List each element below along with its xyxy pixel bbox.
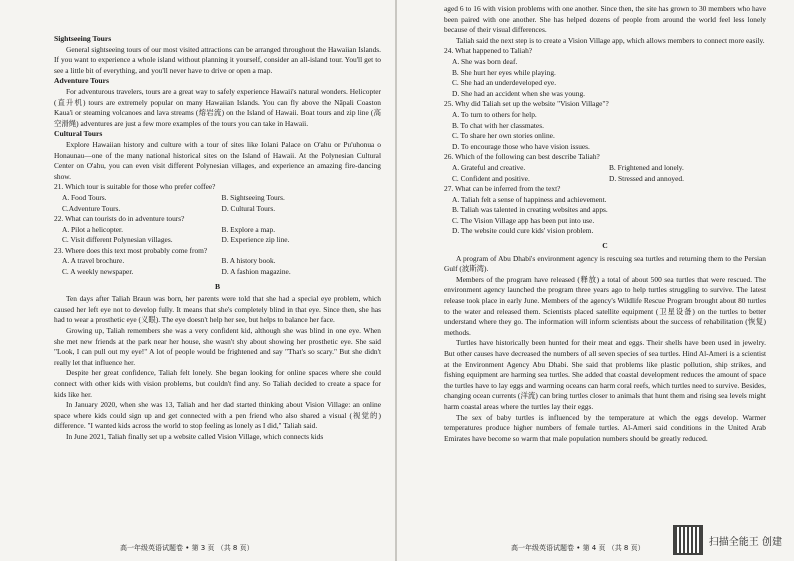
q23-option-c: C. A weekly newspaper. [62,267,134,277]
question-25: 25. Why did Taliah set up the website "Vision Village"? [444,99,609,109]
q21-option-d: D. Cultural Tours. [221,203,276,213]
sightseeing-heading: Sightseeing Tours [54,34,112,43]
q23-options-row1 [62,256,381,267]
q27-option-d: D. The website could cure kids' vision problem. [452,226,594,236]
q21-option-c: C.Adventure Tours. [62,203,121,213]
q22-option-b: B. Explore a map. [221,224,276,234]
q27-option-a: A. Taliah felt a sense of happiness and achievement. [452,194,607,204]
cultural-paragraph: Explore Hawaiian history and culture with a tour of sites like Iolani Palace on O'ahu or Pu'uhonua o Honaunau—one of the many national historical sites on the Island of Hawaii. At the Polynesian Cultural Center on O'ahu, you can even visit different Polynesian villages, and experience an amazing fire-dancing show. [54,139,381,181]
q21-options-row2 [62,204,381,215]
q24-option-a: A. She was born deaf. [452,56,518,66]
passage-b-paragraph-4: In January 2020, when she was 13, Taliah and her dad started thinking about Vision Village: an online space where kids could sign up and get connected with a pen friend who also shared a visual (视觉的) difference. "I wanted kids across the world to stop feeling as lonely as I did," Taliah said. [54,400,381,431]
q26-option-b: B. Frightened and lonely. [609,162,684,172]
adventure-paragraph: For adventurous travelers, tours are a great way to safely experience Hawaii's natural wonders. Helicopter (直升机) tours are extremely popular on many Hawaiian Islands. You can fly above the Nāpali Coaston Kaua'i or steaming volcanoes and lava streams (熔岩流) on the Island of Hawaii. Boat tours and zip line (高空滑绳) adventures are just a few more examples of the tours you can take in Hawaii. [54,86,381,128]
page-footer-left: 高一年级英语试题卷 • 第 3 页 （共 8 页） [120,544,254,552]
question-21: 21. Which tour is suitable for those who prefer coffee? [54,182,216,192]
q25-option-d: D. To encourage those who have vision issues. [452,141,590,151]
q27-option-b: B. Taliah was talented in creating websites and apps. [452,205,608,215]
passage-b-continuation: aged 6 to 16 with vision problems with one another. Since then, the site has grown to 30 members who have been paired with one another. She has helped dozens of people from around the world feel less lonely because of their visual differences. [444,4,766,35]
q26-option-a: A. Grateful and creative. [452,162,526,172]
scanner-watermark [673,525,782,555]
q22-options-row2 [62,235,381,246]
q24-option-b: B. She hurt her eyes while playing. [452,67,556,77]
passage-b-paragraph-2: Growing up, Taliah remembers she was a very confident kid, although she was blind in one eye. When she met new friends at the park near her house, she wasn't shy about showing her prosthetic eye. She said "Look, I can pull out my eye!" A lot of people would be frightened and say "That's so scary." But she didn't really let that influence her. [54,326,381,367]
q25-option-c: C. To share her own stories online. [452,131,555,141]
q26-option-d: D. Stressed and annoyed. [609,173,684,183]
passage-b-paragraph-1: Ten days after Taliah Braun was born, her parents were told that she had a special eye problem, which caused her left eye not to develop fully. It means that she's completely blind in that eye. Since then, she has had to wear a prosthetic eye (义眼). The eye doesn't help her see, but helps to balance her face. [54,294,381,325]
q23-option-a: A. A travel brochure. [62,256,125,266]
passage-c-paragraph-1: A program of Abu Dhabi's environment agency is rescuing sea turtles and returning them to the Persian Gulf (波斯湾). [444,253,766,274]
passage-c-paragraph-3: Turtles have historically been hunted for their meat and eggs. Their shells have been used in jewelry. But other causes have decreased the numbers of all seven species of sea turtles. Hind Al-Ameri is a scientist at the Environment Agency Abu Dhabi. She said that problems like plastic pollution, ship strikes, and fishing equipment are harming sea turtles. She added that coastal development reduces the amount of space the turtles have to lay eggs and warming oceans can harm coral reefs, which turtles need to survive. Besides, changing ocean currents (洋流) can bring turtles closer to animals that hunt them and rising sea levels might harm coastal areas where the turtles lay their eggs. [444,338,766,411]
passage-b-paragraph-5: In June 2021, Taliah finally set up a website called Vision Village, which connects kids [66,431,324,441]
page-footer-right: 高一年级英语试题卷 • 第 4 页 （共 8 页） [511,544,645,552]
left-page [0,0,395,561]
q26-options-row1 [452,163,766,174]
q27-option-c: C. The Vision Village app has been put into use. [452,215,595,225]
q26-option-c: C. Confident and positive. [452,173,530,183]
section-c-heading: C [602,241,608,251]
passage-c-paragraph-2: Members of the program have released (释放) a total of about 500 sea turtles that were rescued. The environment agency launched the program three years ago to help turtles struggling to survive. The latest release took place in early June. Members of the agency's Wildlife Rescue Program brought about 80 turtles to the water and released them. Scientists placed satellite equipment (卫星设备) on the turtles to better understand where they go. The information will inform scientists about the success of rehabilitation (恢复) methods. [444,274,766,337]
question-22: 22. What can tourists do in adventure tours? [54,214,185,224]
question-23: 23. Where does this text most probably come from? [54,245,208,255]
q22-option-a: A. Pilot a helicopter. [62,224,123,234]
passage-b-paragraph-3: Despite her great confidence, Taliah felt lonely. She began looking for online spaces where she could connect with other kids with vision problems, but couldn't find any. So Taliah decided to create a space for kids like her. [54,368,381,399]
adventure-heading: Adventure Tours [54,76,109,86]
q21-option-b: B. Sightseeing Tours. [221,192,285,202]
q24-option-d: D. She had an accident when she was young. [452,88,585,98]
scanner-label: 扫描全能王 创建 [708,536,782,548]
question-26: 26. Which of the following can best describe Taliah? [444,152,600,162]
qr-code-icon [673,525,703,555]
q23-option-b: B. A history book. [221,256,276,266]
q22-option-d: D. Experience zip line. [221,235,290,245]
q21-options-row1 [62,193,381,204]
right-page [397,0,794,561]
passage-b-paragraph-6: Taliah said the next step is to create a Vision Village app, which allows members to connect more easily. [456,35,765,45]
passage-c-paragraph-4: The sex of baby turtles is influenced by the temperature at which the eggs develop. Warmer temperatures produce higher numbers of female turtles. Al-Ameri said conditions in the United Arab Emirates have become so warm that male population numbers should be greatly reduced. [444,412,766,443]
sightseeing-paragraph: General sightseeing tours of our most visited attractions can be arranged throughout the Hawaiian Islands. If you want to experience a whole island without planning it yourself, consider an all-island tour. You'll get to see a little bit of everything, and you'll never have to drive or open a map. [54,44,381,75]
q23-options-row2 [62,267,381,278]
q22-options-row1 [62,225,381,236]
q25-option-a: A. To turn to others for help. [452,109,537,119]
q21-option-a: A. Food Tours. [62,192,107,202]
q24-option-c: C. She had an underdeveloped eye. [452,78,557,88]
question-27: 27. What can be inferred from the text? [444,184,561,194]
q23-option-d: D. A fashion magazine. [221,267,291,277]
q22-option-c: C. Visit different Polynesian villages. [62,235,173,245]
q25-option-b: B. To chat with her classmates. [452,120,544,130]
section-b-heading: B [214,281,221,291]
cultural-heading: Cultural Tours [54,129,103,139]
question-24: 24. What happened to Taliah? [444,46,533,56]
q26-options-row2 [452,174,766,185]
